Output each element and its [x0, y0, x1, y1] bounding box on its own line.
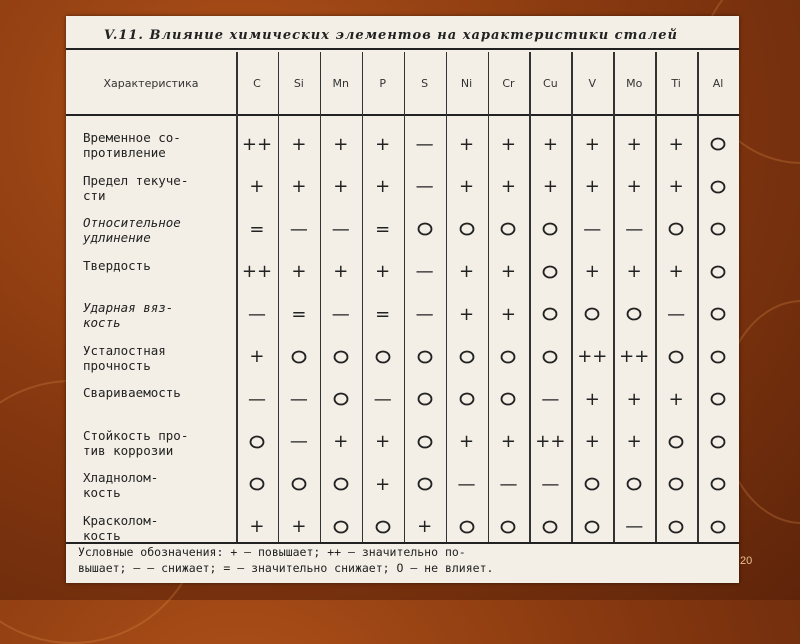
effect-symbol: [447, 219, 487, 239]
effect-symbol: +: [626, 388, 642, 410]
row-label: Относительное удлинение: [83, 215, 181, 245]
effect-symbol: +: [458, 261, 475, 282]
element-header-ni: Ni: [460, 76, 473, 90]
column-divider: [404, 52, 406, 542]
effect-symbol: [363, 347, 403, 367]
effect-symbol: [530, 304, 570, 324]
effect-symbol: [488, 219, 528, 239]
effect-symbol: [572, 304, 612, 324]
effect-symbol: [488, 517, 528, 537]
effect-symbol: +: [584, 388, 600, 410]
effect-symbol: [656, 517, 696, 537]
effect-symbol: [279, 474, 319, 494]
effect-symbol: +: [626, 431, 642, 452]
effect-symbol: +: [500, 133, 516, 155]
effect-symbol: [405, 432, 445, 452]
effect-symbol: [447, 517, 487, 537]
effect-symbol: +: [584, 431, 600, 452]
effect-symbol: +: [333, 261, 349, 282]
row-label: Предел текуче- сти: [83, 172, 189, 203]
effect-symbol: =: [291, 303, 307, 325]
row-label: Усталостная прочность: [83, 342, 166, 373]
column-divider: [697, 52, 699, 542]
effect-symbol: +: [458, 431, 475, 452]
element-header-v: V: [588, 76, 597, 90]
effect-symbol: —: [289, 388, 308, 410]
effect-symbol: =: [375, 218, 391, 240]
effect-symbol: [698, 347, 738, 367]
effect-symbol: ++: [619, 346, 650, 367]
effect-symbol: [321, 517, 361, 537]
element-header-si: Si: [293, 76, 304, 90]
effect-symbol: +: [458, 176, 475, 197]
header-label: Характеристика: [103, 76, 199, 90]
effect-symbol: —: [415, 176, 434, 197]
effect-symbol: —: [541, 473, 560, 495]
element-header-ti: Ti: [671, 76, 681, 90]
effect-symbol: +: [668, 388, 684, 410]
effect-symbol: +: [626, 133, 642, 155]
effect-symbol: [698, 517, 738, 537]
effect-symbol: +: [668, 261, 684, 282]
legend: Условные обозначения: + — повышает; ++ — значительно по- вышает; — — снижает; = — значительно снижает; O — не влияет.: [78, 545, 494, 575]
effect-symbol: +: [458, 303, 475, 325]
effect-symbol: +: [542, 176, 558, 197]
effect-symbol: —: [415, 303, 434, 325]
effect-symbol: [321, 347, 361, 367]
effect-symbol: [698, 177, 738, 197]
effect-symbol: ++: [241, 261, 273, 282]
effect-symbol: [237, 474, 277, 494]
effect-symbol: —: [415, 261, 434, 282]
effect-symbol: [530, 262, 570, 282]
row-label: Временное со- противление: [83, 130, 181, 160]
effect-symbol: [488, 389, 528, 409]
effect-symbol: ++: [535, 431, 566, 452]
effect-symbol: [698, 474, 738, 494]
effect-symbol: [447, 347, 487, 367]
effect-symbol: [572, 474, 612, 494]
column-divider: [571, 52, 573, 542]
effect-symbol: +: [668, 176, 684, 197]
effect-symbol: +: [375, 431, 391, 452]
effect-symbol: —: [625, 218, 644, 240]
column-divider: [278, 52, 280, 542]
effect-symbol: =: [375, 303, 391, 325]
element-header-cr: Cr: [502, 76, 515, 90]
effect-symbol: +: [584, 261, 600, 282]
column-divider: [362, 52, 364, 542]
column-divider: [320, 52, 322, 542]
effect-symbol: [530, 347, 570, 367]
effect-symbol: [530, 219, 570, 239]
effect-symbol: +: [417, 516, 433, 537]
effect-symbol: —: [247, 303, 266, 325]
effect-symbol: +: [375, 176, 391, 197]
effect-symbol: +: [291, 133, 307, 155]
effect-symbol: [363, 517, 403, 537]
effect-symbol: [656, 347, 696, 367]
element-header-c: C: [253, 76, 261, 90]
effect-symbol: [698, 134, 738, 154]
effect-symbol: [698, 304, 738, 324]
table-header: [66, 52, 739, 116]
effect-symbol: —: [247, 388, 266, 410]
effect-symbol: +: [500, 431, 516, 452]
effect-symbol: +: [333, 133, 349, 155]
slide-number: 20: [740, 555, 753, 567]
effect-symbol: +: [291, 176, 307, 197]
row-label: Красколом- кость: [83, 512, 159, 543]
effect-symbol: [321, 389, 361, 409]
column-divider: [529, 52, 531, 542]
effect-symbol: [405, 219, 445, 239]
effect-symbol: [447, 389, 487, 409]
effect-symbol: +: [333, 431, 349, 452]
effect-symbol: +: [500, 303, 516, 325]
element-header-s: S: [421, 76, 429, 90]
effect-symbol: +: [500, 261, 516, 282]
row-label: Свариваемость: [83, 385, 181, 400]
effect-symbol: +: [458, 133, 475, 155]
effect-symbol: [698, 389, 738, 409]
column-divider: [613, 52, 615, 542]
element-header-p: P: [379, 76, 387, 90]
effect-symbol: [572, 517, 612, 537]
effect-symbol: +: [333, 176, 349, 197]
effect-symbol: —: [499, 473, 518, 495]
effect-symbol: [614, 304, 654, 324]
column-divider: [488, 52, 490, 542]
effect-symbol: —: [625, 516, 644, 537]
element-header-mn: Mn: [332, 76, 350, 90]
effect-symbol: —: [289, 218, 308, 240]
effect-symbol: —: [331, 303, 350, 325]
effect-symbol: [405, 347, 445, 367]
effect-symbol: [279, 347, 319, 367]
effect-symbol: +: [291, 261, 307, 282]
effect-symbol: —: [541, 388, 560, 410]
effect-symbol: [405, 389, 445, 409]
row-label: Твердость: [83, 257, 151, 273]
effect-symbol: [656, 432, 696, 452]
effect-symbol: [698, 432, 738, 452]
row-label: Ударная вяз- кость: [83, 300, 174, 330]
effect-symbol: +: [249, 516, 265, 537]
effect-symbol: +: [249, 176, 265, 197]
element-header-cu: Cu: [543, 76, 558, 90]
element-header-mo: Mo: [626, 76, 643, 90]
effect-symbol: [698, 262, 738, 282]
effect-symbol: [488, 347, 528, 367]
effect-symbol: ++: [577, 346, 608, 367]
table-title: V.11. Влияние химических элементов на характеристики сталей: [66, 22, 739, 50]
effect-symbol: +: [375, 261, 391, 282]
element-header-al: Al: [712, 76, 724, 90]
effect-symbol: +: [584, 176, 600, 197]
effect-symbol: —: [331, 218, 350, 240]
effect-symbol: +: [500, 176, 516, 197]
effect-symbol: —: [667, 303, 686, 325]
column-divider: [655, 52, 657, 542]
effect-symbol: [321, 474, 361, 494]
effect-symbol: [614, 474, 654, 494]
effect-symbol: +: [291, 516, 307, 537]
effect-symbol: +: [249, 346, 265, 367]
column-divider: [446, 52, 448, 542]
effect-symbol: —: [415, 133, 434, 155]
row-label: Хладнолом- кость: [83, 470, 159, 500]
effect-symbol: [237, 432, 277, 452]
effect-symbol: ++: [241, 133, 273, 155]
effect-symbol: +: [626, 176, 642, 197]
effect-symbol: +: [668, 133, 684, 155]
effect-symbol: —: [583, 218, 602, 240]
effect-symbol: [530, 517, 570, 537]
effect-symbol: +: [375, 133, 391, 155]
effect-symbol: =: [249, 218, 265, 240]
effect-symbol: [698, 219, 738, 239]
row-label: Стойкость про- тив коррозии: [83, 427, 189, 458]
effect-symbol: —: [373, 388, 392, 410]
effect-symbol: —: [289, 431, 308, 452]
effect-symbol: +: [626, 261, 642, 282]
steel-elements-table: [66, 16, 739, 583]
effect-symbol: +: [542, 133, 558, 155]
effect-symbol: —: [457, 473, 476, 495]
column-divider: [236, 52, 238, 542]
effect-symbol: [656, 219, 696, 239]
effect-symbol: [656, 474, 696, 494]
effect-symbol: [405, 474, 445, 494]
effect-symbol: +: [375, 473, 391, 495]
effect-symbol: +: [584, 133, 600, 155]
